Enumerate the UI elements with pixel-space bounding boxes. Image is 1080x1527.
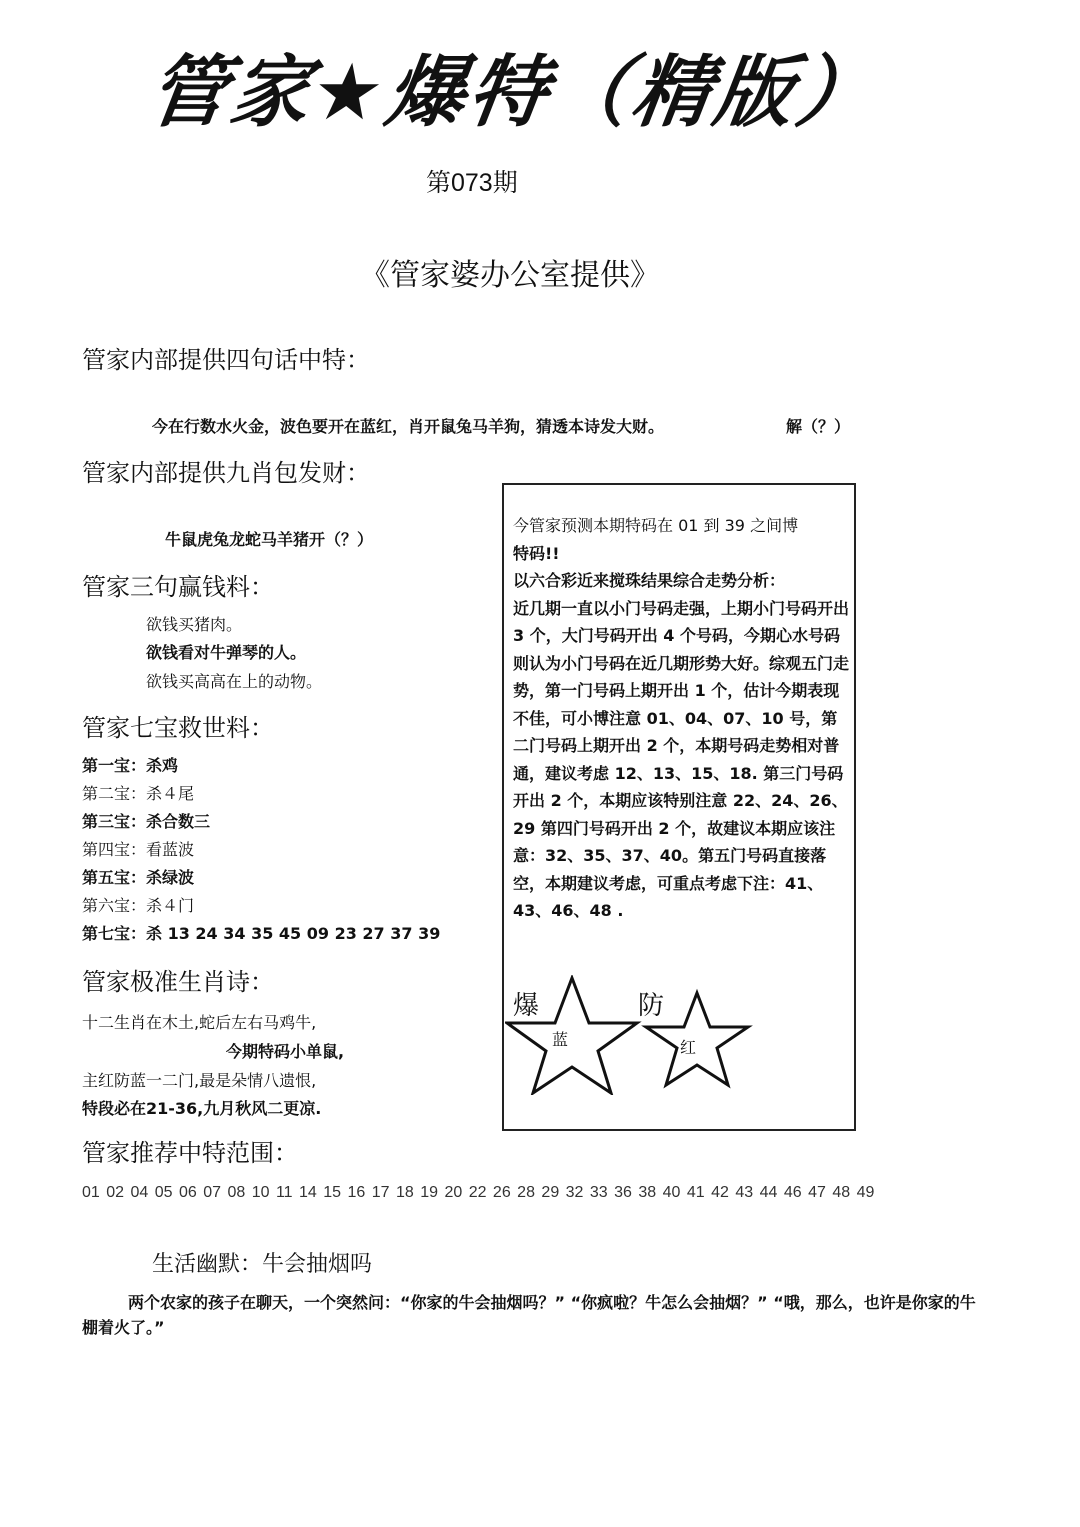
issue-number: 第073期 xyxy=(426,169,518,197)
poem-line: 主红防蓝一二门,最是朵情八遗恨, xyxy=(82,1071,317,1090)
poem-line: 特段必在21-36,九月秋风二更凉. xyxy=(82,1099,322,1118)
treasure-item: 第一宝：杀鸡 xyxy=(82,756,179,775)
treasure-item: 第四宝：看蓝波 xyxy=(82,840,195,859)
treasure-item: 第七宝：杀 13 24 34 35 45 09 23 27 37 39 xyxy=(82,924,441,943)
star-left-inner: 蓝 xyxy=(552,1030,569,1049)
three-sentences-line: 欲钱看对牛弹琴的人。 xyxy=(146,643,307,662)
prediction-line: 今管家预测本期特码在 01 到 39 之间博 xyxy=(513,516,799,535)
four-sentences-heading: 管家内部提供四句话中特： xyxy=(82,346,370,374)
three-sentences-heading: 管家三句赢钱料： xyxy=(82,573,274,601)
prediction-line: 特码!! xyxy=(513,543,560,563)
prediction-analysis: 近几期一直以小门号码走强，上期小门号码开出 3 个，大门号码开出 4 个号码，今期心水号码则认为小门号码在近几期形势大好。综观五门走势，第一门号码上期开出 1 个，估计今期表现不佳，可小博注意 01、04、07、10 号，第二门号码上期开出 2 个，本期号码走势相对普通，建议考虑 12、13、15、18. 第三门号码开出 2 个，本期应该特别注意 22、24、26、29 第四门号码开出 2 个，故建议本期应该注意：32、35、37、40。第五门号码直接落空，本期建议考虑，可重点考虑下注：41、43、46、48 . xyxy=(513,598,850,920)
seven-treasures-heading: 管家七宝救世料： xyxy=(82,714,274,742)
page-title: 管家★爆特（精版） xyxy=(142,48,886,138)
treasure-item: 第三宝：杀合数三 xyxy=(82,812,211,831)
treasure-item: 第二宝：杀４尾 xyxy=(82,784,195,803)
nine-zodiac-text: 牛鼠虎兔龙蛇马羊猪开（？） xyxy=(165,530,374,549)
poem-line: 今期特码小单鼠, xyxy=(226,1042,345,1061)
poem-line: 十二生肖在木土,蛇后左右马鸡牛, xyxy=(82,1013,317,1032)
treasure-item: 第五宝：杀绿波 xyxy=(82,868,195,887)
provider-line: 《管家婆办公室提供》 xyxy=(360,258,660,293)
zodiac-poem-heading: 管家极准生肖诗： xyxy=(82,968,274,996)
humor-text: 两个农家的孩子在聊天，一个突然问：“你家的牛会抽烟吗？” “你疯啦？牛怎么会抽烟？” “哦，那么，也许是你家的牛棚着火了。” xyxy=(82,1293,976,1337)
star-right-inner: 红 xyxy=(680,1038,697,1057)
prediction-text xyxy=(513,512,849,925)
seven-treasures-list xyxy=(82,752,482,948)
star-right-label: 防 xyxy=(638,991,665,1021)
four-sentences-answer: 解（？） xyxy=(786,417,851,436)
three-sentences-line: 欲钱买猪肉。 xyxy=(146,615,243,634)
prediction-line: 以六合彩近来搅珠结果综合走势分析： xyxy=(513,571,786,590)
treasure-item: 第六宝：杀４门 xyxy=(82,896,195,915)
four-sentences-text: 今在行数水火金，波色要开在蓝红，肖开鼠兔马羊狗，猜透本诗发大财。 xyxy=(152,417,665,436)
three-sentences-line: 欲钱买高高在上的动物。 xyxy=(146,672,323,691)
range-heading: 管家推荐中特范围： xyxy=(82,1139,298,1167)
range-numbers: 01 02 04 05 06 07 08 10 11 14 15 16 17 18 19 20 22 26 28 29 32 33 36 38 40 41 42 43 44 46 47 48 49 xyxy=(82,1184,875,1201)
star-left-label: 爆 xyxy=(513,991,540,1021)
humor-title: 生活幽默：牛会抽烟吗 xyxy=(152,1252,373,1277)
nine-zodiac-heading: 管家内部提供九肖包发财： xyxy=(82,459,370,487)
